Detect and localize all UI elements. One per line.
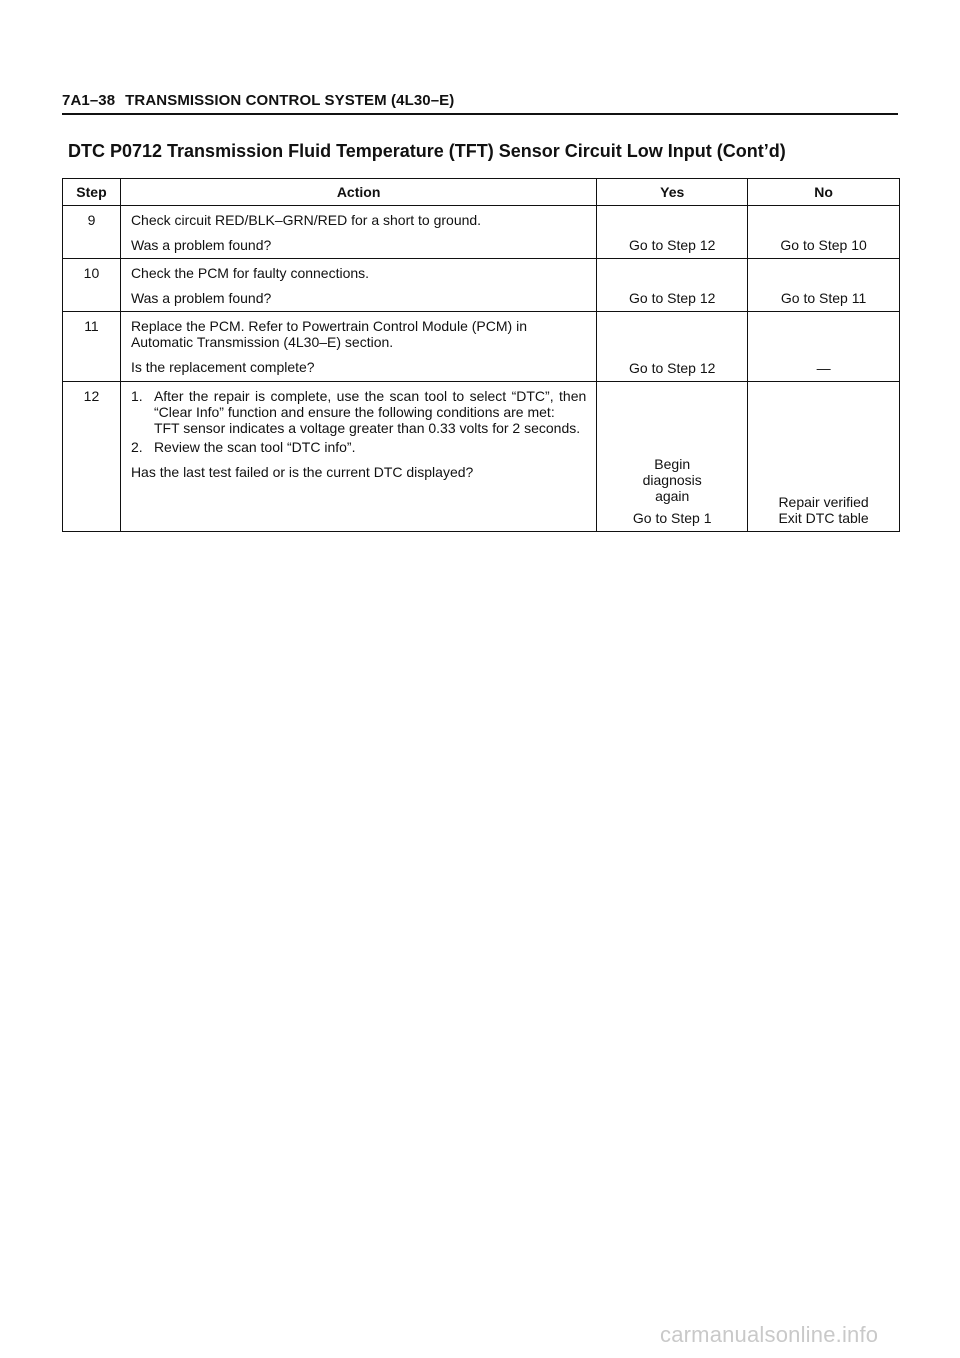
action-cell — [120, 382, 596, 532]
list-item — [131, 439, 586, 455]
table-row — [63, 312, 900, 382]
action-steps-list — [131, 388, 586, 455]
action-cell — [120, 312, 596, 382]
list-item-text — [154, 388, 586, 436]
list-item-number: 1. — [130, 388, 143, 404]
list-item — [131, 388, 586, 436]
page-title: DTC P0712 Transmission Fluid Temperature (TFT) Sensor Circuit Low Input (Cont’d) — [68, 141, 786, 161]
action-question: Was a problem found? — [130, 290, 272, 306]
action-question: Was a problem found? — [130, 237, 272, 253]
action-cell — [120, 206, 596, 259]
yes-result — [597, 382, 748, 532]
action-question: Has the last test failed or is the current DTC displayed? — [130, 464, 474, 480]
list-item-line: TFT sensor indicates a voltage greater than 0.33 volts for 2 seconds. — [153, 420, 581, 436]
yes-result: Go to Step 12 — [597, 206, 748, 259]
table-row — [63, 206, 900, 259]
column-header-no: No — [748, 179, 900, 206]
column-header-action: Action — [120, 179, 596, 206]
section-name: TRANSMISSION CONTROL SYSTEM (4L30–E) — [125, 92, 455, 109]
table-header-row — [63, 179, 900, 206]
watermark: carmanualsonline.info — [660, 1322, 879, 1347]
step-number: 9 — [63, 206, 121, 259]
action-text: Check circuit RED/BLK–GRN/RED for a short to ground. — [130, 212, 482, 228]
step-number: 10 — [63, 259, 121, 312]
list-item-line: After the repair is complete, use the scan tool to select “DTC”, then “Clear Info” function and ensure the following conditions are met: — [153, 388, 587, 420]
running-head — [62, 92, 898, 115]
no-result — [748, 382, 900, 532]
action-text: Replace the PCM. Refer to Powertrain Control Module (PCM) in Automatic Transmission (4L30–E) section. — [130, 318, 527, 350]
page-number: 7A1–38 — [62, 92, 116, 109]
step-number: 12 — [63, 382, 121, 532]
yes-result-line: Begin diagnosis again — [642, 456, 702, 504]
no-result-line: Exit DTC table — [778, 510, 869, 526]
column-header-step: Step — [63, 179, 121, 206]
step-number: 11 — [63, 312, 121, 382]
yes-result: Go to Step 12 — [597, 312, 748, 382]
no-result: Go to Step 10 — [748, 206, 900, 259]
action-cell — [120, 259, 596, 312]
diagnostic-table — [62, 178, 900, 532]
table-row — [63, 259, 900, 312]
action-question: Is the replacement complete? — [130, 359, 315, 375]
no-result: Go to Step 11 — [748, 259, 900, 312]
no-result: — — [748, 312, 900, 382]
list-item-text: Review the scan tool “DTC info”. — [153, 439, 356, 455]
list-item-number: 2. — [130, 439, 143, 455]
no-result-line: Repair verified — [778, 494, 869, 510]
yes-result: Go to Step 12 — [597, 259, 748, 312]
column-header-yes: Yes — [597, 179, 748, 206]
yes-result-line: Go to Step 1 — [632, 510, 712, 526]
table-row — [63, 382, 900, 532]
action-text: Check the PCM for faulty connections. — [130, 265, 370, 281]
